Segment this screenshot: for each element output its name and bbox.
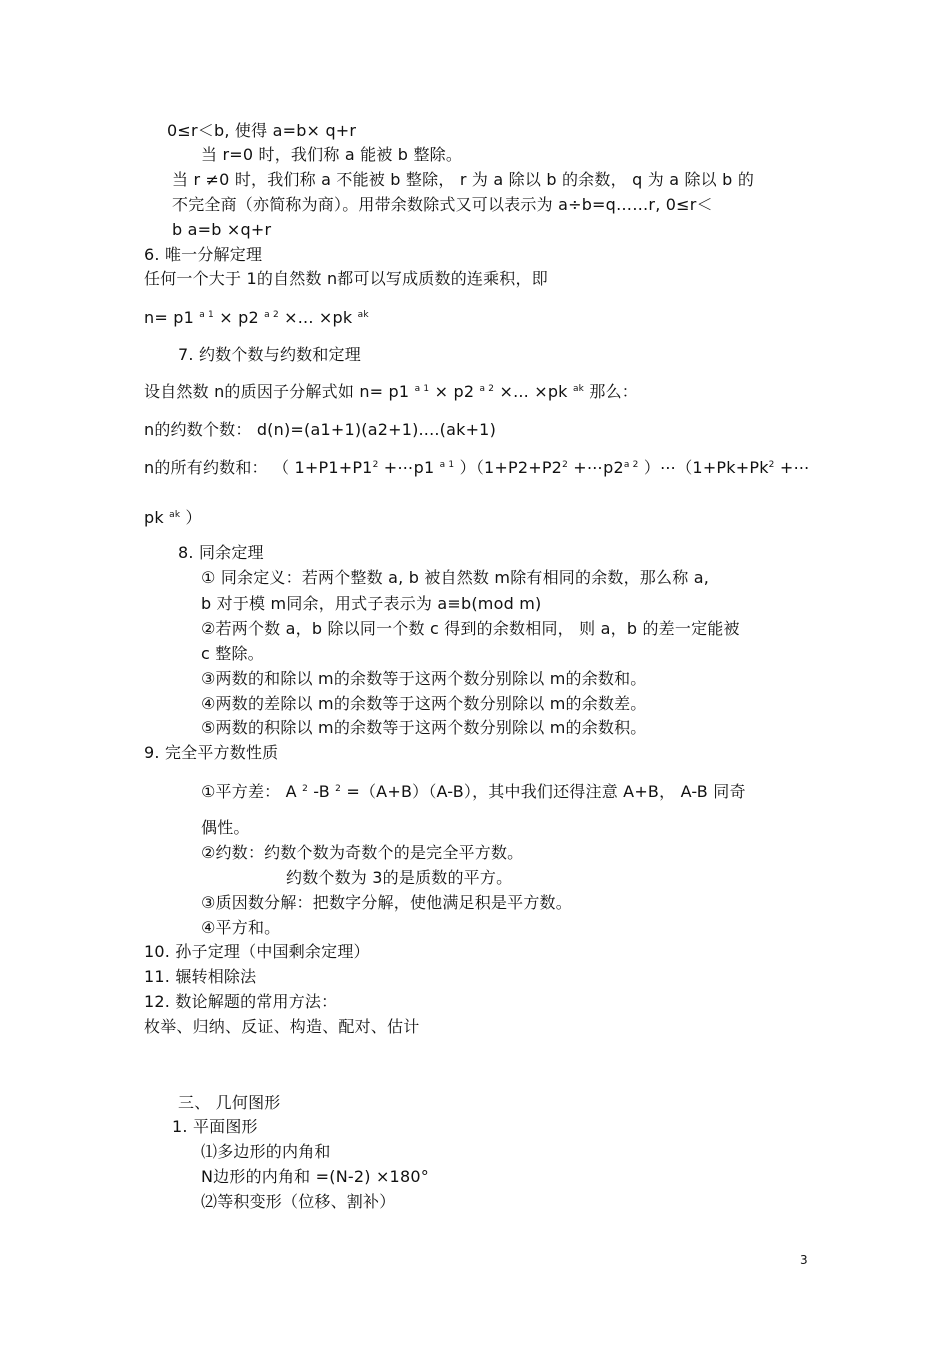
text-line: 当 r=0 时，我们称 a 能被 b 整除。 bbox=[201, 145, 463, 164]
formula-line: 设自然数 n的质因子分解式如 n= p1 $^{a 1}$ × p2 $^{a 2}$ ×... ×pk $^{ak}$ 那么： bbox=[144, 382, 638, 401]
text-line: 偶性。 bbox=[201, 818, 250, 837]
section-heading: 1. 平面图形 bbox=[172, 1117, 258, 1136]
page-number: 3 bbox=[800, 1253, 808, 1267]
text-line: n的约数个数： d(n)=(a1+1)(a2+1)....(ak+1) bbox=[144, 420, 497, 439]
text-line: 不完全商（亦简称为商）。用带余数除式又可以表示为 a÷b=q……r, 0≤r＜ bbox=[172, 195, 713, 214]
text-line: 枚举、归纳、反证、构造、配对、估计 bbox=[144, 1017, 420, 1036]
section-heading: 7. 约数个数与约数和定理 bbox=[178, 345, 361, 364]
text-line: N边形的内角和 =(N-2) ×180° bbox=[201, 1167, 429, 1186]
formula-line: n的所有约数和： （ $1+P1+P1^2$ +⋯p1 $^{a 1}$ ）（$1+P2+P2^2$ $+\cdots p2^{a 2}$ ）$\cdots(1+Pk+Pk^2$ +⋯ bbox=[144, 458, 810, 477]
section-heading: 11. 辗转相除法 bbox=[144, 967, 257, 986]
text-line: 任何一个大于 1的自然数 n都可以写成质数的连乘积，即 bbox=[144, 269, 548, 288]
text-line: 当 r ≠0 时，我们称 a 不能被 b 整除， r 为 a 除以 b 的余数， q 为 a 除以 b 的 bbox=[172, 170, 755, 189]
formula-line: ①平方差： A $^2$ -B $^2$ =（A+B）（A-B），其中我们还得注意 A+B， A-B 同奇 bbox=[201, 782, 746, 801]
text-line: c 整除。 bbox=[201, 644, 264, 663]
text-line: 0≤r＜b, 使得 a=b× q+r bbox=[167, 121, 357, 140]
section-heading: 6. 唯一分解定理 bbox=[144, 245, 263, 264]
text-line: ④平方和。 bbox=[201, 918, 281, 937]
formula-line: n= p1 $^{a 1}$ × p2 $^{a 2}$ ×... ×pk $^{ak}$ bbox=[144, 308, 369, 327]
formula-line: pk $^{ak}$ ） bbox=[144, 508, 202, 527]
text-line: ③质因数分解：把数字分解，使他满足积是平方数。 bbox=[201, 893, 572, 912]
text-line: ① 同余定义：若两个整数 a, b 被自然数 m除有相同的余数，那么称 a, bbox=[201, 568, 709, 587]
text-line: ④两数的差除以 m的余数等于这两个数分别除以 m的余数差。 bbox=[201, 694, 647, 713]
section-heading: 9. 完全平方数性质 bbox=[144, 743, 279, 762]
text-line: b 对于模 m同余，用式子表示为 a≡b(mod m) bbox=[201, 594, 542, 613]
section-heading: 8. 同余定理 bbox=[178, 543, 264, 562]
text-line: ⑤两数的积除以 m的余数等于这两个数分别除以 m的余数积。 bbox=[201, 718, 647, 737]
text-line: ⑵等积变形（位移、割补） bbox=[201, 1192, 396, 1211]
text-line: ⑴多边形的内角和 bbox=[201, 1142, 331, 1161]
chapter-heading: 三、 几何图形 bbox=[178, 1093, 281, 1112]
section-heading: 10. 孙子定理（中国剩余定理） bbox=[144, 942, 370, 961]
text-line: b a=b ×q+r bbox=[172, 220, 272, 239]
text-line: ③两数的和除以 m的余数等于这两个数分别除以 m的余数和。 bbox=[201, 669, 647, 688]
text-line: 约数个数为 3的是质数的平方。 bbox=[286, 868, 513, 887]
text-line: ②若两个数 a，b 除以同一个数 c 得到的余数相同， 则 a，b 的差一定能被 bbox=[201, 619, 740, 638]
section-heading: 12. 数论解题的常用方法： bbox=[144, 992, 338, 1011]
text-line: ②约数：约数个数为奇数个的是完全平方数。 bbox=[201, 843, 524, 862]
